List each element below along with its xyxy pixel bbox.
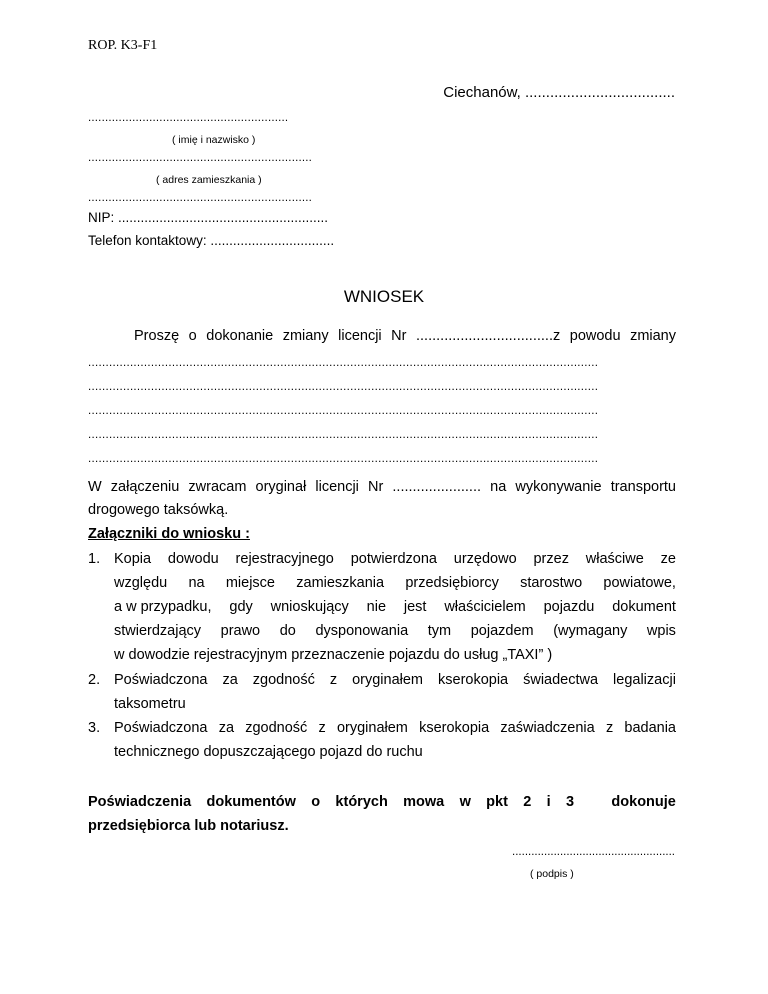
license-return-line: W załączeniu zwracam oryginał licencji Nr ...................... na wykonywanie transportu (88, 479, 676, 495)
request-intro: Proszę o dokonanie zmiany licencji Nr ..................................z powodu zmiany (134, 328, 676, 344)
attachment-item-line: stwierdzający prawo do dysponowania tym pojazdem (wymagany wpis (114, 623, 676, 639)
reason-line: .................................................................................................................................................. (88, 381, 599, 393)
reason-line: .................................................................................................................................................. (88, 357, 599, 369)
attachment-item-line: a w przypadku, gdy wnioskujący nie jest właścicielem pojazdu dokument (114, 599, 676, 615)
phone-field: Telefon kontaktowy: ................................. (88, 233, 335, 248)
name-label: ( imię i nazwisko ) (172, 134, 256, 146)
name-field: ........................................................... (88, 112, 289, 124)
attachment-item-line: Poświadczona za zgodność z oryginałem kserokopia świadectwa legalizacji (114, 672, 676, 688)
signature-field: ................................................... (512, 846, 675, 858)
attachment-item-line: Kopia dowodu rejestracyjnego potwierdzona urzędowo przez właściwe ze (114, 551, 676, 567)
reason-line: .................................................................................................................................................. (88, 405, 599, 417)
list-number: 3. (88, 720, 101, 736)
attachments-heading: Załączniki do wniosku : (88, 526, 250, 542)
attachment-item-line: taksometru (114, 696, 186, 712)
reason-line: .................................................................................................................................................. (88, 429, 599, 441)
list-number: 1. (88, 551, 101, 567)
address-label: ( adres zamieszkania ) (156, 174, 262, 186)
document-title: WNIOSEK (343, 287, 425, 306)
list-number: 2. (88, 672, 101, 688)
attachment-item-line: w dowodzie rejestracyjnym przeznaczenie pojazdu do usług „TAXI” ) (114, 647, 553, 663)
reason-line: .................................................................................................................................................. (88, 453, 599, 465)
form-code: ROP. K3-F1 (88, 38, 158, 53)
certification-note-end: przedsiębiorca lub notariusz. (88, 818, 289, 834)
address-field-2: .................................................................. (88, 192, 313, 204)
attachment-item-line: Poświadczona za zgodność z oryginałem kserokopia zaświadczenia z badania (114, 720, 676, 736)
place-date-field: Ciechanów, .................................... (443, 84, 675, 101)
signature-label: ( podpis ) (530, 868, 574, 880)
certification-note: Poświadczenia dokumentów o których mowa w pkt 2 i 3 dokonuje (88, 794, 676, 810)
attachment-item-line: technicznego dopuszczającego pojazd do ruchu (114, 744, 423, 760)
attachment-item-line: względu na miejsce zamieszkania przedsiębiorcy starostwo powiatowe, (114, 575, 676, 591)
license-return-end: drogowego taksówką. (88, 502, 229, 518)
nip-field: NIP: ........................................................ (88, 210, 329, 225)
address-field: .................................................................. (88, 152, 313, 164)
